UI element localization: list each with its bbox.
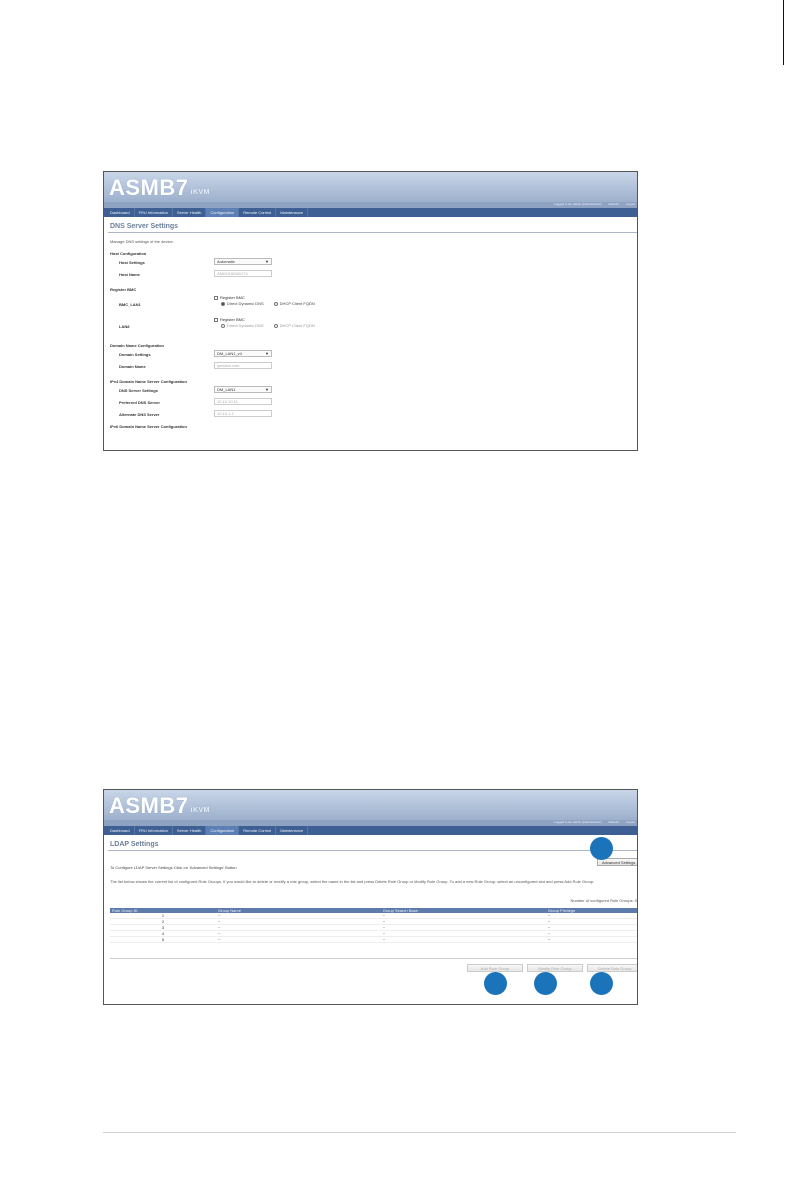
register-bmc-lan8-checkbox[interactable] [214,318,218,322]
domain-settings-label: Domain Settings [119,352,151,357]
ldap-settings-screenshot [103,789,638,1005]
main-nav [104,826,637,835]
logout-link[interactable]: Logout [625,202,635,206]
main-nav [104,208,637,217]
lan8-label: LAN8 [119,324,130,329]
refresh-link[interactable]: Refresh [608,202,619,206]
tab-server-health[interactable]: Server Health [173,208,206,217]
column-header-group-name[interactable]: Group Name [216,908,381,913]
domain-name-input[interactable]: ipmiami.com [214,362,272,369]
group-privilege-cell: ~ [546,931,638,937]
delete-role-group-button[interactable]: Delete Role Group [587,964,638,972]
table-divider [110,958,638,959]
chevron-down-icon: ▼ [265,351,269,356]
dns-server-settings-label: DNS Server Settings [119,388,158,393]
preferred-dns-input[interactable]: 10.10.10.11 [214,398,272,405]
tab-configuration[interactable]: Configuration [206,208,239,217]
role-group-id-cell: 4 [110,931,216,937]
domain-settings-select[interactable]: DM_LAN1_v4 ▼ [214,350,272,357]
tab-maintenance[interactable]: Maintenance [276,826,308,835]
title-divider [108,850,637,851]
lan1-dhcp-fqdn-radio[interactable] [274,302,278,306]
callout-marker-add-role-group [484,972,507,995]
tab-server-health[interactable]: Server Health [173,826,206,835]
host-name-label: Host Name [119,272,140,277]
register-bmc-lan1-label: Register BMC [220,295,245,300]
footer-divider [103,1132,736,1133]
callout-marker-modify-role-group [534,972,557,995]
domain-name-label: Domain Name [119,364,146,369]
role-group-id-cell: 2 [110,919,216,925]
register-bmc-lan1-checkbox[interactable] [214,296,218,300]
group-privilege-cell: ~ [546,913,638,919]
lan1-direct-ddns-label: Direct Dynamic DNS [227,301,264,306]
chevron-down-icon: ▼ [265,259,269,264]
role-group-count: Number of configured Role Groups: 0 [570,898,637,903]
group-name-cell: ~ [216,925,381,931]
callout-marker-delete-role-group [590,972,613,995]
tab-fru-information[interactable]: FRU Information [135,826,173,835]
lan8-dhcp-fqdn-label: DHCP Client FQDN [279,323,315,328]
top-link-bar [104,820,637,826]
bmc-lan1-label: BMC_LAN1 [119,302,141,307]
group-search-base-cell: ~ [381,913,546,919]
group-name-cell: ~ [216,919,381,925]
role-group-description: The list below shows the current list of configured Role Groups. If you would like to delete or modify a role group, select the name in the list and press Delete Role Group or Modify Role Group. To add a new Role Group, select an unconfigured slot and press Add Role Group. [110,879,595,884]
page-title: LDAP Settings [110,841,159,848]
crop-mark [783,0,784,65]
advanced-settings-button[interactable]: Advanced Settings [597,858,637,866]
group-name-cell: ~ [216,913,381,919]
tab-dashboard[interactable]: Dashboard [106,826,135,835]
add-role-group-button[interactable]: Add Role Group [467,964,523,972]
group-search-base-cell: ~ [381,925,546,931]
lan8-direct-ddns-radio[interactable] [221,324,225,328]
title-divider [108,232,637,233]
refresh-link[interactable]: Refresh [608,820,619,824]
group-name-cell: ~ [216,937,381,943]
group-search-base-cell: ~ [381,937,546,943]
group-search-base-cell: ~ [381,919,546,925]
domain-config-heading: Domain Name Configuration [110,343,165,348]
preferred-dns-label: Preferred DNS Server [119,400,160,405]
tab-maintenance[interactable]: Maintenance [276,208,308,217]
alternate-dns-input[interactable]: 10.10.1.1 [214,410,272,417]
tab-remote-control[interactable]: Remote Control [239,208,276,217]
column-header-group-search-base[interactable]: Group Search Base [381,908,546,913]
ldap-intro-text: To Configure LDAP Server Settings Click on 'Advanced Settings' Button [110,865,237,870]
role-group-id-cell: 5 [110,937,216,943]
role-group-id-cell: 3 [110,925,216,931]
lan8-dhcp-fqdn-radio[interactable] [274,324,278,328]
top-link-bar [104,202,637,208]
logged-in-label: Logged in as: admin (Administrator) [554,820,602,824]
host-settings-select[interactable]: Automatic ▼ [214,258,272,265]
lan1-direct-ddns-radio[interactable] [221,302,225,306]
role-group-id-cell: 1 [110,913,216,919]
column-header-role-group-id[interactable]: Role Group ID [110,908,216,913]
tab-remote-control[interactable]: Remote Control [239,826,276,835]
brand-logo: ASMB7 iKVM [109,793,211,818]
lan1-dhcp-fqdn-label: DHCP Client FQDN [279,301,315,306]
host-name-input[interactable]: AMI0015D50C74 [214,270,272,277]
group-privilege-cell: ~ [546,937,638,943]
brand-header [104,790,637,820]
logout-link[interactable]: Logout [625,820,635,824]
ipv6-dns-heading: IPv6 Domain Name Server Configuration [110,424,187,429]
tab-dashboard[interactable]: Dashboard [106,208,135,217]
group-privilege-cell: ~ [546,925,638,931]
modify-role-group-button[interactable]: Modify Role Group [527,964,583,972]
register-bmc-lan8-label: Register BMC [220,317,245,322]
dns-settings-screenshot [103,171,638,451]
callout-marker-advanced-settings [590,837,613,860]
group-search-base-cell: ~ [381,931,546,937]
lan8-direct-ddns-label: Direct Dynamic DNS [227,323,264,328]
chevron-down-icon: ▼ [265,387,269,392]
group-privilege-cell: ~ [546,919,638,925]
brand-header [104,172,637,202]
brand-logo: ASMB7 iKVM [109,175,211,200]
logged-in-label: Logged in as: admin (Administrator) [554,202,602,206]
register-bmc-heading: Register BMC [110,287,137,292]
dns-server-settings-select[interactable]: DM_LAN1 ▼ [214,386,272,393]
group-name-cell: ~ [216,931,381,937]
tab-configuration[interactable]: Configuration [206,826,239,835]
table-row[interactable] [110,937,638,943]
role-group-table [110,908,638,943]
host-config-heading: Host Configuration [110,251,147,256]
tab-fru-information[interactable]: FRU Information [135,208,173,217]
page-description: Manage DNS settings of the device. [110,239,174,244]
page-title: DNS Server Settings [110,223,179,230]
host-settings-label: Host Settings [119,260,145,265]
alternate-dns-label: Alternate DNS Server [119,412,160,417]
ipv4-dns-heading: IPv4 Domain Name Server Configuration [110,379,187,384]
column-header-group-privilege[interactable]: Group Privilege [546,908,638,913]
